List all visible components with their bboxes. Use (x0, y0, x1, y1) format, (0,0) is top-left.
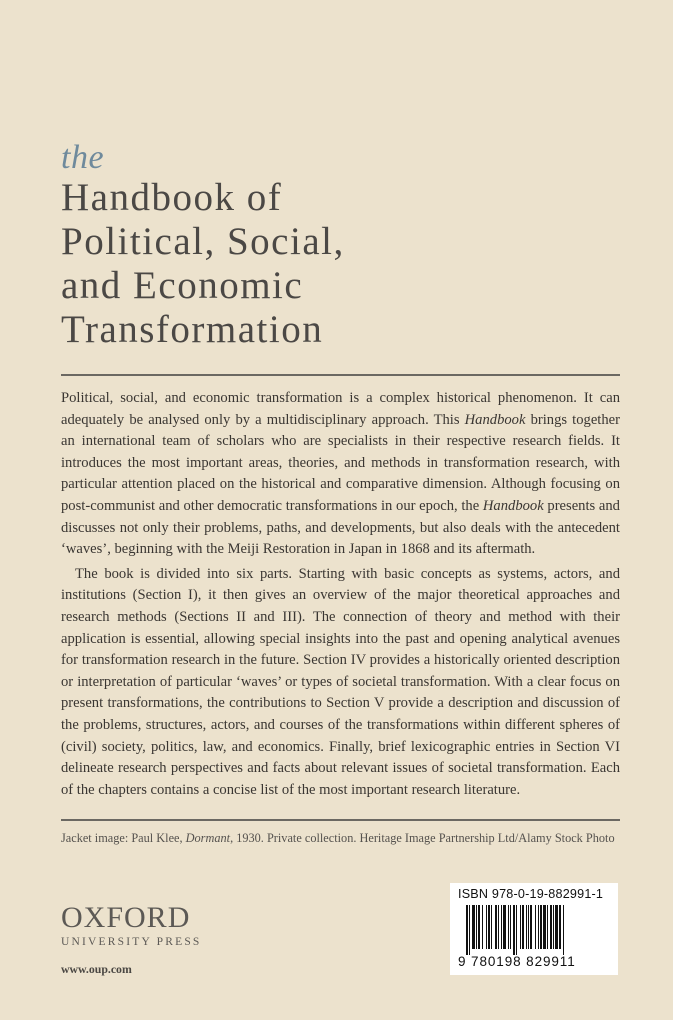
blurb-text: Political, social, and economic transformation is a complex historical phenomenon. It can adequately be analysed only by a multidisciplinary approach. This (61, 390, 620, 428)
barcode-bar (488, 905, 490, 949)
isbn-label: ISBN 978-0-19-882991-1 (458, 887, 604, 901)
barcode-bar (530, 905, 532, 949)
blurb-text: presents and discusses not only their problems, paths, and developments, but also deals with the antecedent ‘waves’, beginning with the Meiji Restoration in Japan in 1868 and its aftermath. (61, 497, 620, 558)
top-divider (61, 374, 620, 376)
barcode-bar (472, 905, 475, 949)
publisher-name: OXFORD (61, 901, 191, 934)
blurb-italic: Handbook (482, 497, 544, 514)
blurb (61, 388, 620, 801)
barcode-bar (478, 905, 480, 949)
jacket-text: , 1930. Private collection. Heritage Image Partnership Ltd/Alamy Stock Photo (230, 831, 615, 845)
jacket-credit (61, 831, 641, 846)
barcode-bar (513, 905, 515, 955)
jacket-text: Jacket image: Paul Klee, (61, 831, 186, 845)
barcode-bar (538, 905, 539, 949)
barcode-bar (563, 905, 564, 955)
barcode-bar (547, 905, 548, 949)
barcode-bars (456, 905, 612, 955)
jacket-artwork-title: Dormant (185, 831, 231, 845)
publisher-subtitle: UNIVERSITY PRESS (61, 936, 202, 948)
bottom-divider (61, 819, 620, 821)
barcode-bar (491, 905, 492, 949)
barcode-bar (482, 905, 483, 949)
title-article: the (61, 139, 105, 176)
title-line-1: Handbook of (61, 176, 283, 219)
publisher-logo (61, 903, 202, 948)
barcode-bar (501, 905, 502, 949)
barcode-bar (495, 905, 497, 949)
barcode-bar (543, 905, 546, 949)
barcode-bar (540, 905, 542, 949)
barcode-bar (520, 905, 521, 949)
isbn-barcode (450, 883, 618, 975)
blurb-text: brings together an international team of scholars who are specialists in their respective research fields. It introduces the most important areas, theories, and methods in transformation research, with particular attention placed on the historical and comparative dimension. Although focusing on post-communist and other democratic transformations in our epoch, the (61, 411, 620, 514)
barcode-bar (498, 905, 499, 949)
barcode-bar (522, 905, 524, 949)
blurb-paragraph-2: The book is divided into six parts. Starting with basic concepts as systems, actors, and institutions (Section I), it then gives an overview of the major theoretical approaches and research methods (Sections II and III). The connection of theory and method with their application is essential, allowing special insights into the past and opening analytical avenues for transformation research in the future. Section IV provides a historically oriented description or interpretation of particular ‘waves’ or types of societal transformation. With a clear focus on present transformations, the contributions to Section V provide a description and discussion of the problems, structures, actors, and courses of the transformations within different spheres of (civil) society, politics, law, and economics. Finally, brief lexicographic entries in Section VI delineate research perspectives and facts about relevant issues of societal transformation. Each of the chapters contains a concise list of the most important research literature. (61, 565, 620, 798)
barcode-bar (516, 905, 517, 955)
barcode-bar (508, 905, 509, 949)
barcode-bar (528, 905, 529, 949)
barcode-bar (486, 905, 487, 949)
barcode-bar (503, 905, 506, 949)
barcode-bar (555, 905, 558, 949)
blurb-italic: Handbook (464, 411, 526, 428)
barcode-bar (510, 905, 511, 949)
title-line-3: and Economic (61, 264, 304, 307)
publisher-url: www.oup.com (61, 962, 132, 976)
book-title (61, 138, 345, 352)
blurb-paragraph-1 (61, 388, 620, 561)
ean-digits: 9 780198 829911 (458, 954, 576, 969)
barcode-bar (526, 905, 527, 949)
barcode-bar (553, 905, 554, 949)
barcode-bar (535, 905, 536, 949)
barcode-bar (466, 905, 468, 955)
title-line-4: Transformation (61, 308, 324, 351)
barcode-bar (559, 905, 561, 949)
barcode-bar (476, 905, 477, 949)
barcode-bar (469, 905, 470, 955)
barcode-bar (550, 905, 552, 949)
title-line-2: Political, Social, (61, 220, 345, 263)
